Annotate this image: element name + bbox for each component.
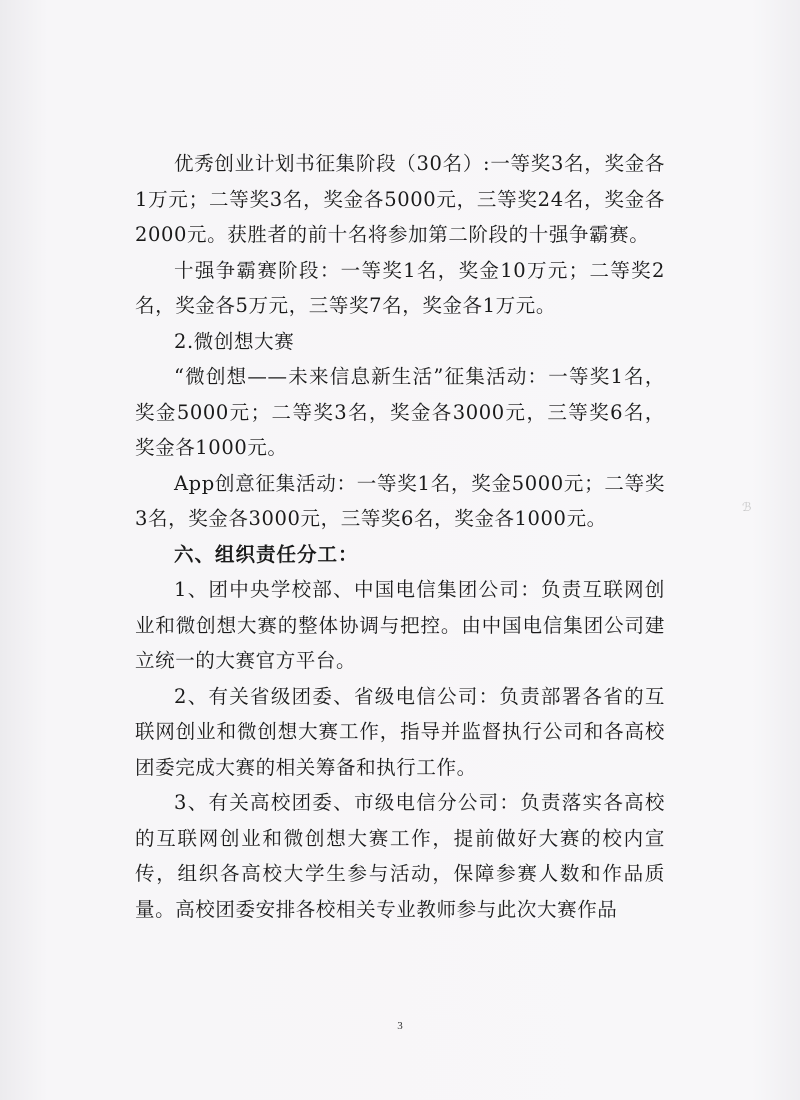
subheading-micro-idea-contest: 2.微创想大赛 xyxy=(174,329,295,353)
paragraph-responsibility-3: 3、有关高校团委、市级电信分公司：负责落实各高校的互联网创业和微创想大赛工作，提前做好大赛的校内宣传，组织各高校大学生参与活动，保障参赛人数和作品质量。高校团委安排各校相关专业教师参与此次大赛作品 xyxy=(135,791,665,921)
paragraph-micro-idea-prizes: “微创想——未来信息新生活”征集活动：一等奖1名，奖金5000元；二等奖3名，奖金各3000元，三等奖6名，奖金各1000元。 xyxy=(135,365,665,459)
paragraph-responsibility-1: 1、团中央学校部、中国电信集团公司：负责互联网创业和微创想大赛的整体协调与把控。由中国电信集团公司建立统一的大赛官方平台。 xyxy=(135,578,665,672)
scan-smudge: ℬ xyxy=(742,500,752,514)
paragraph-app-idea-prizes: App创意征集活动：一等奖1名，奖金5000元；二等奖3名，奖金各3000元，三等奖6名，奖金各1000元。 xyxy=(135,471,665,530)
paragraph-top10-prizes: 十强争霸赛阶段：一等奖1名，奖金10万元；二等奖2名，奖金各5万元，三等奖7名，奖金各1万元。 xyxy=(135,258,665,317)
paragraph-stage1-prizes: 优秀创业计划书征集阶段（30名）:一等奖3名，奖金各1万元；二等奖3名，奖金各5000元，三等奖24名，奖金各2000元。获胜者的前十名将参加第二阶段的十强争霸赛。 xyxy=(135,152,665,246)
body-text xyxy=(135,146,665,927)
page-number: 3 xyxy=(397,1020,403,1032)
paragraph-responsibility-2: 2、有关省级团委、省级电信公司：负责部署各省的互联网创业和微创想大赛工作，指导并监督执行公司和各高校团委完成大赛的相关筹备和执行工作。 xyxy=(135,684,665,779)
section-heading-responsibilities: 六、组织责任分工： xyxy=(174,542,359,566)
